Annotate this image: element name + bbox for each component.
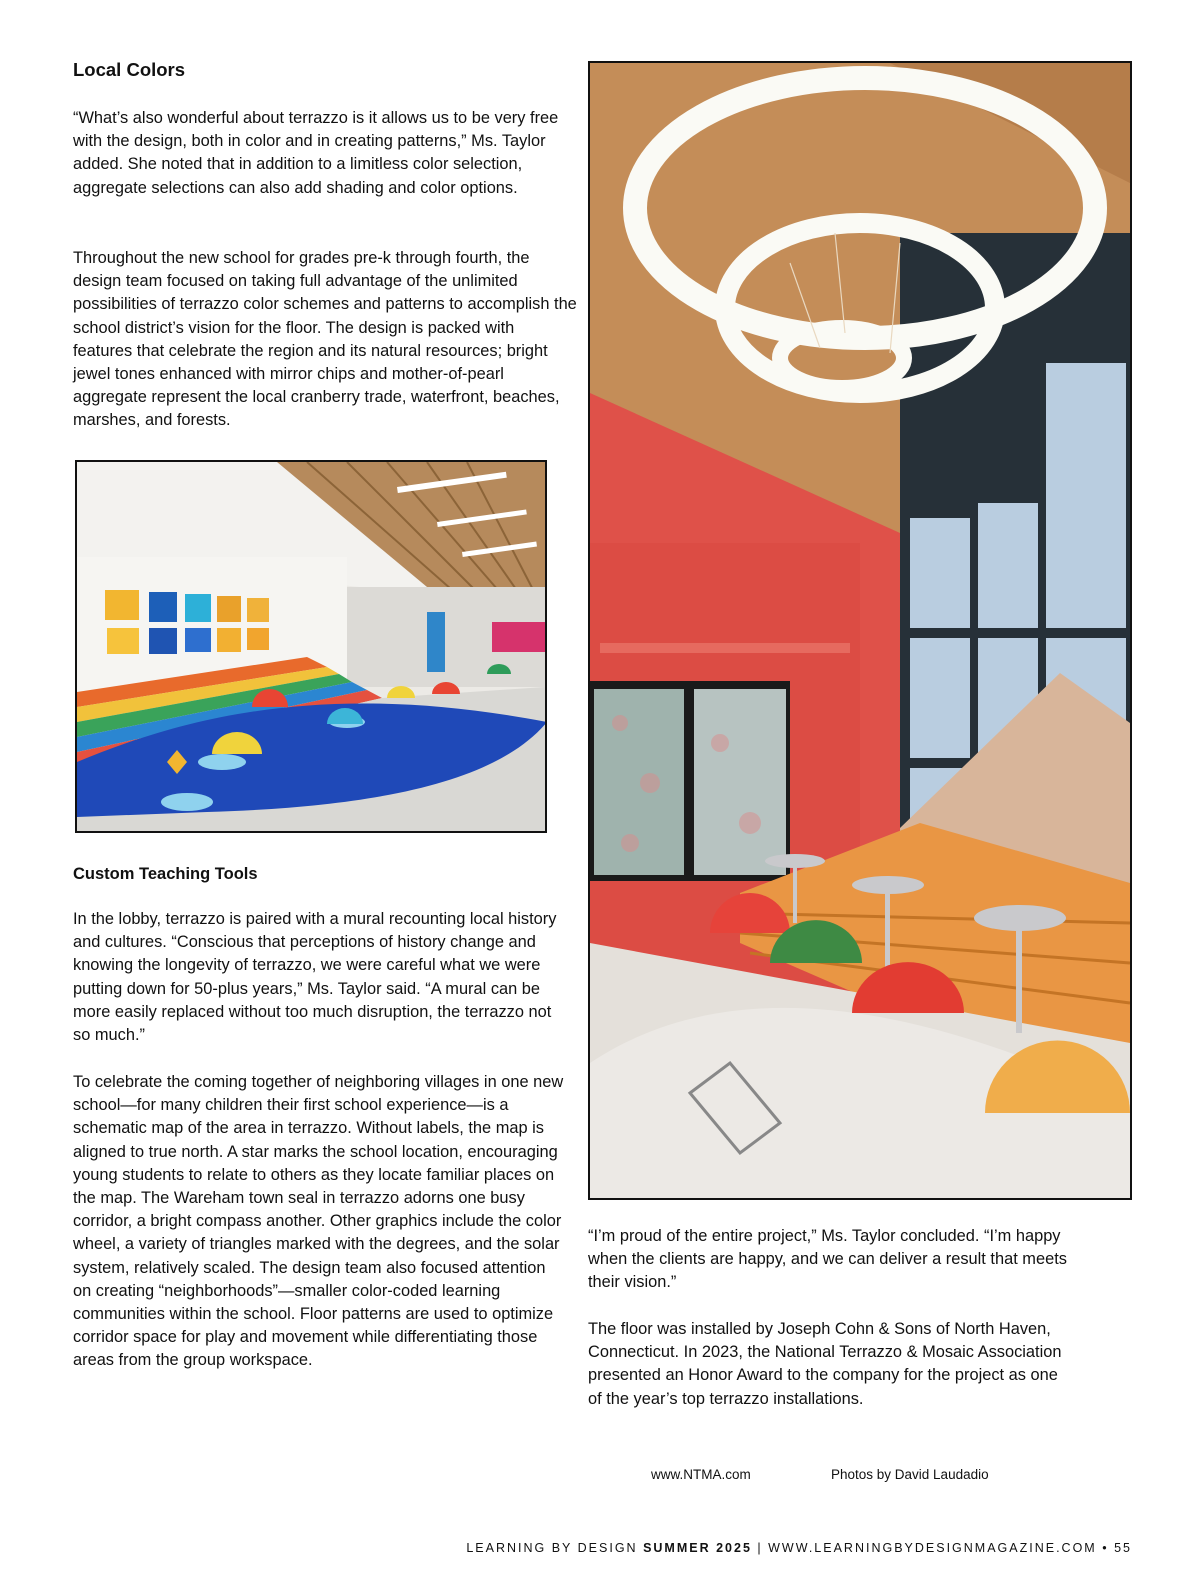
body-paragraph: “What’s also wonderful about terrazzo is it allows us to be very free with the design, both in color and in creating patterns,” Ms. Taylor added. She noted that in addition to a limitless color selection, aggregate selections can also add shading and color options.	[73, 109, 559, 197]
body-paragraph: In the lobby, terrazzo is paired with a mural recounting local history and cultures. “Conscious that perceptions of history change and knowing the longevity of terrazzo, we were careful what we were putting down for 50-plus years,” Ms. Taylor said. “A mural can be more easily replaced without too much disruption, the terrazzo not so much.”	[73, 910, 557, 1045]
footer-separator: |	[757, 1541, 763, 1555]
lobby-terrazzo-photo	[75, 460, 547, 833]
section-heading-custom-teaching-tools: Custom Teaching Tools	[73, 865, 258, 883]
footer-magazine-name: LEARNING BY DESIGN	[466, 1541, 638, 1555]
footer-issue: SUMMER 2025	[643, 1541, 752, 1555]
footer-bullet: •	[1102, 1541, 1109, 1555]
body-paragraph: “I’m proud of the entire project,” Ms. Taylor concluded. “I’m happy when the clients are happy, and we can deliver a result that meets their vision.”	[588, 1227, 1067, 1292]
body-paragraph: To celebrate the coming together of neighboring villages in one new school—for many children their first school experience—is a schematic map of the area in terrazzo. Without labels, the map is aligned to true north. A star marks the school location, encouraging young students to relate to others as they locate familiar places on the map. The Wareham town seal in terrazzo adorns one busy corridor, a bright compass another. Other graphics include the color wheel, a variety of triangles marked with the degrees, and the solar system, relatively scaled. The design team also focused attention on creating “neighborhoods”—smaller color-coded learning communities within the school. Floor patterns are used to optimize corridor space for play and movement while differentiating those areas from the group workspace.	[73, 1073, 564, 1370]
body-paragraph: Throughout the new school for grades pre-k through fourth, the design team focused on taking full advantage of the unlimited possibilities of terrazzo color schemes and patterns to accomplish the school district’s vision for the floor. The design is packed with features that celebrate the region and its natural resources; bright jewel tones enhanced with mirror chips and mother-of-pearl aggregate represent the local cranberry trade, waterfront, beaches, marshes, and forests.	[73, 249, 577, 430]
ntma-website-link[interactable]: www.NTMA.com	[651, 1467, 751, 1482]
body-paragraph: The floor was installed by Joseph Cohn & Sons of North Haven, Connecticut. In 2023, the National Terrazzo & Mosaic Association presented an Honor Award to the company for the project as one of the year’s top terrazzo installations.	[588, 1320, 1062, 1408]
section-heading-local-colors: Local Colors	[73, 59, 186, 80]
photo-credit: Photos by David Laudadio	[831, 1467, 989, 1482]
atrium-ring-light-photo	[588, 61, 1132, 1200]
footer-url[interactable]: WWW.LEARNINGBYDESIGNMAGAZINE.COM	[768, 1541, 1097, 1555]
page-footer	[466, 1541, 1132, 1555]
page-number: 55	[1114, 1541, 1132, 1555]
